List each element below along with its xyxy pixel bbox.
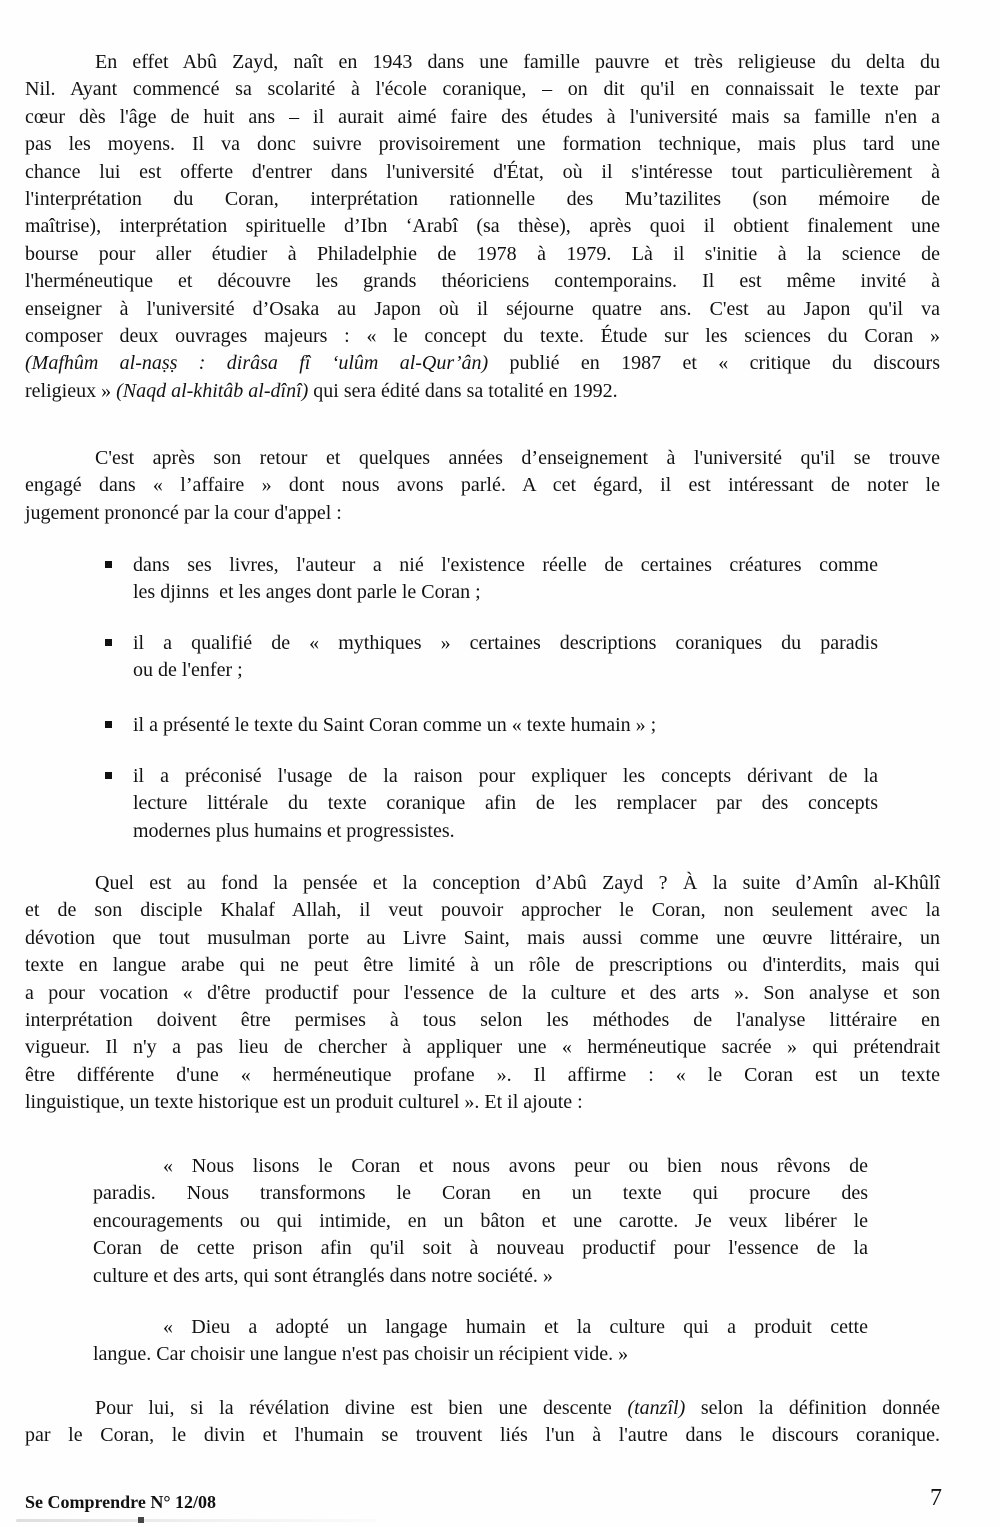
bullet-item-4 [104,763,878,845]
bullet-item-1 [104,552,878,607]
text-line: vigueur. Il n'y a pas lieu de chercher à appliquer une « herméneutique sacrée » qui prétendrait [25,1036,940,1059]
text-segment: publié en 1987 et « critique du discours [488,352,940,375]
text-line: être différente d'une « herméneutique profane ». Il affirme : « le Coran est un texte [25,1063,940,1086]
scan-artifact [138,1517,144,1523]
text-line: pas les moyens. Il va donc suivre provisoirement une formation technique, mais plus tard une [25,133,940,156]
text-line [25,378,940,405]
text-segment: religieux » [25,379,117,402]
text-line: lecture littérale du texte coranique afin de les remplacer par des concepts [133,792,878,815]
text-segment: qui sera édité dans sa totalité en 1992. [308,379,618,402]
text-line [25,1395,940,1422]
text-line: langue. Car choisir une langue n'est pas choisir un récipient vide. » [93,1343,629,1366]
text-line: enseigner à l'université d’Osaka au Japon où il séjourne quatre ans. C'est au Japon qu'il va [25,297,940,320]
text-segment: selon la définition donnée [685,1397,941,1419]
text-line: a pour vocation « d'être productif pour l'essence de la culture et des arts ». Son analyse et son [25,981,940,1004]
text-line: paradis. Nous transformons le Coran en un texte qui procure des [93,1182,868,1205]
bullet-item-3 [104,712,878,739]
text-line: linguistique, un texte historique est un produit culturel ». Et il ajoute : [25,1091,583,1114]
text-line: Quel est au fond la pensée et la conception d’Abû Zayd ? À la suite d’Amîn al-Khûlî [95,872,940,894]
footer-journal-title: Se Comprendre N° 12/08 [25,1492,217,1512]
body-paragraph-2 [25,445,940,527]
text-line: et de son disciple Khalaf Allah, il veut pouvoir approcher le Coran, non seulement avec la [25,899,940,922]
text-line: Nil. Ayant commencé sa scolarité à l'école coranique, – on dit qu'il en connaissait le texte par [25,78,940,101]
book-title-arabic: (Mafhûm al-naṣṣ : dirâsa fî ‘ulûm al-Qur’ân) [25,352,489,375]
text-line [25,350,940,377]
text-line: dans ses livres, l'auteur a nié l'existence réelle de certaines créatures comme [133,554,878,576]
bullet-item-2 [104,630,878,685]
scan-artifact [16,1519,376,1522]
text-line: chance lui est offerte d'entrer dans l'université d'État, où il s'intéresse tout particulièrement à [25,160,940,183]
text-line: « Nous lisons le Coran et nous avons peur ou bien nous rêvons de [163,1155,868,1177]
text-line: maîtrise), interprétation spirituelle d’Ibn ‘Arabî (sa thèse), après quoi il obtient finalement une [25,215,940,238]
bullet-icon [105,639,112,646]
text-line: il a présenté le texte du Saint Coran comme un « texte humain » ; [133,714,657,736]
text-line: Coran de cette prison afin qu'il soit à nouveau productif pour l'essence de la [93,1237,868,1260]
block-quote-1 [93,1153,868,1290]
text-line: les djinns et les anges dont parle le Coran ; [133,581,481,604]
text-line: texte en langue arabe qui ne peut être limité à un rôle de prescriptions ou d'interdits, mais qui [25,954,940,977]
text-line: il a préconisé l'usage de la raison pour expliquer les concepts dérivant de la [133,765,878,787]
text-line: par le Coran, le divin et l'humain se trouvent liés l'un à l'autre dans le discours coranique. [25,1424,940,1447]
text-line: engagé dans « l’affaire » dont nous avons parlé. A cet égard, il est intéressant de noter le [25,474,940,497]
text-line: il a qualifié de « mythiques » certaines descriptions coraniques du paradis [133,632,878,654]
block-quote-2 [93,1314,868,1369]
text-line: dévotion que tout musulman porte au Livre Saint, mais aussi comme une œuvre littéraire, un [25,926,940,949]
text-line: bourse pour aller étudier à Philadelphie de 1978 à 1979. Là il s'initie à la science de [25,242,940,265]
bullet-icon [105,721,112,728]
bullet-icon [105,772,112,779]
text-line: culture et des arts, qui sont étranglés dans notre société. » [93,1264,553,1287]
body-paragraph-1 [25,49,940,405]
body-paragraph-3 [25,870,940,1117]
text-segment: Pour lui, si la révélation divine est bien une descente [95,1397,628,1419]
text-line: modernes plus humains et progressistes. [133,819,455,842]
body-paragraph-4 [25,1395,940,1450]
book-title-arabic: (Naqd al-khitâb al-dînî) [116,379,309,402]
text-line: ou de l'enfer ; [133,659,243,682]
term-tanzil: (tanzîl) [627,1397,686,1419]
text-line: En effet Abû Zayd, naît en 1943 dans une famille pauvre et très religieuse du delta du [95,51,940,73]
text-line: cœur dès l'âge de huit ans – il aurait aimé faire des études à l'université mais sa famille n'en a [25,105,940,128]
text-line: C'est après son retour et quelques années d’enseignement à l'université qu'il se trouve [95,447,940,469]
page-number: 7 [930,1485,942,1511]
text-line: composer deux ouvrages majeurs : « le concept du texte. Étude sur les sciences du Coran » [25,325,940,348]
text-line: l'herméneutique et découvre les grands théoriciens contemporains. Il est même invité à [25,270,940,293]
text-line: interprétation doivent être permises à tous selon les méthodes de l'analyse littéraire en [25,1009,940,1032]
text-line: encouragements ou qui intimide, en un bâton et une carotte. Je veux libérer le [93,1209,868,1232]
text-line: « Dieu a adopté un langage humain et la culture qui a produit cette [163,1316,868,1338]
text-line: l'interprétation du Coran, interprétation rationnelle des Mu’tazilites (son mémoire de [25,188,940,211]
text-line: jugement prononcé par la cour d'appel : [25,501,342,524]
bullet-icon [105,561,112,568]
